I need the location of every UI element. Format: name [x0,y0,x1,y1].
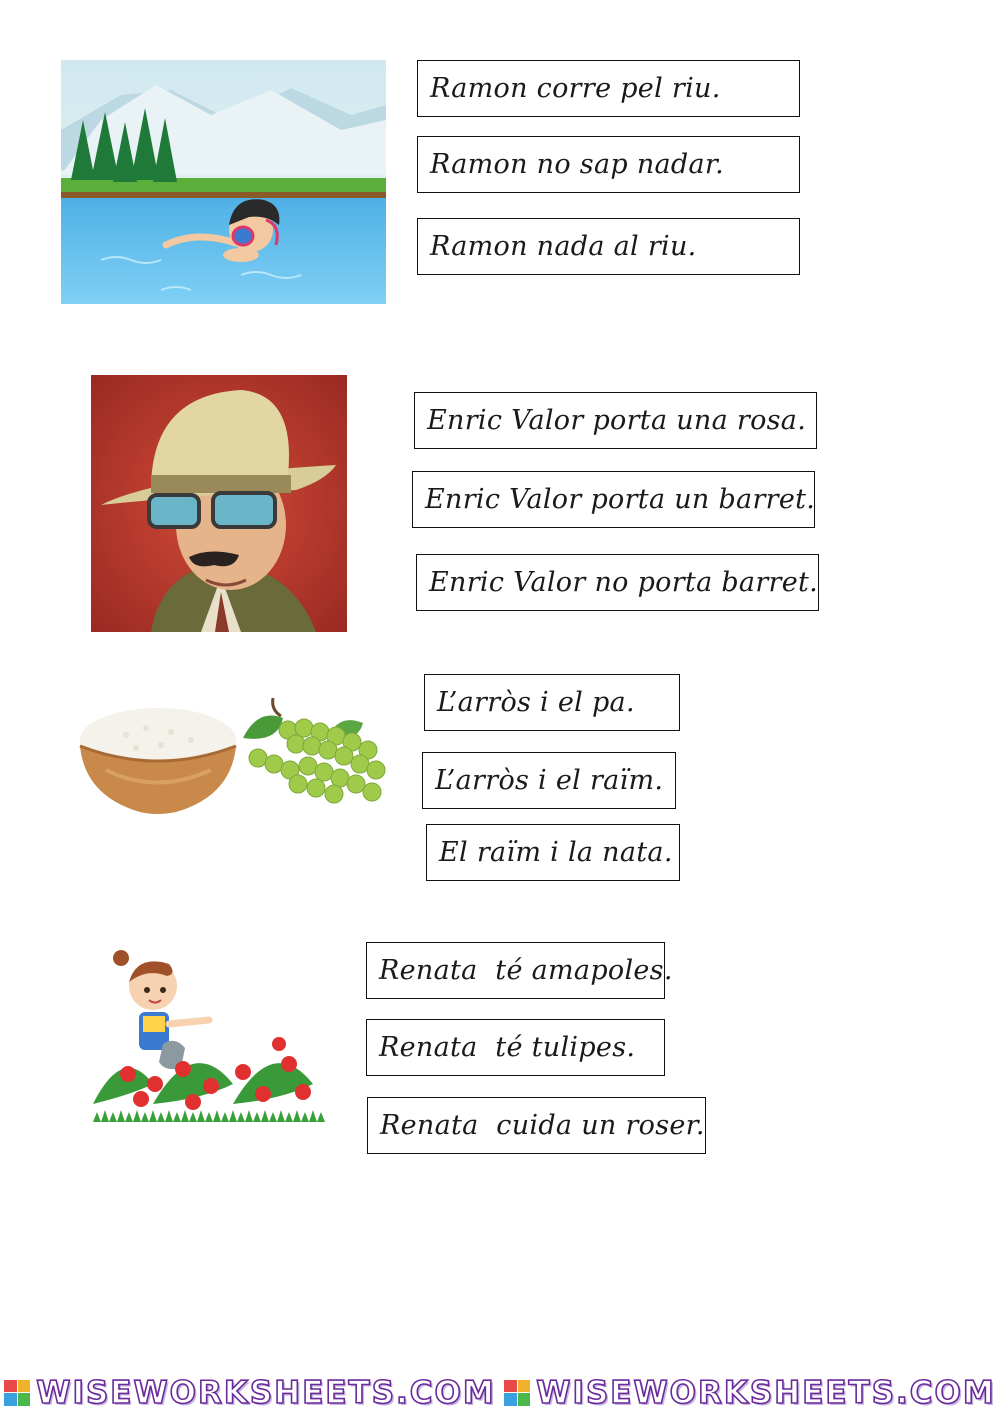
option-food-3[interactable]: El raïm i la nata. [426,824,680,881]
option-renata-2[interactable]: Renata té tulipes. [366,1019,665,1076]
logo-text: WISEWORKSHEETS.COM [36,1374,496,1411]
option-food-1[interactable]: L’arròs i el pa. [424,674,680,731]
option-renata-1[interactable]: Renata té amapoles. [366,942,665,999]
option-ramon-3[interactable]: Ramon nada al riu. [417,218,800,275]
boy-swimming-image [61,60,386,304]
wiseworksheets-logo-icon [504,1380,530,1406]
enric-valor-portrait-image [91,375,347,632]
rice-bowl-image [76,700,240,820]
option-food-2[interactable]: L’arròs i el raïm. [422,752,676,809]
wiseworksheets-logo-icon [4,1380,30,1406]
option-ramon-2[interactable]: Ramon no sap nadar. [417,136,800,193]
option-renata-3[interactable]: Renata cuida un roser. [367,1097,706,1154]
wiseworksheets-logo[interactable] [504,1375,996,1411]
logo-text: WISEWORKSHEETS.COM [536,1374,996,1411]
option-enric-1[interactable]: Enric Valor porta una rosa. [414,392,817,449]
girl-gardening-image [93,944,325,1124]
option-enric-3[interactable]: Enric Valor no porta barret. [416,554,819,611]
option-ramon-1[interactable]: Ramon corre pel riu. [417,60,800,117]
option-enric-2[interactable]: Enric Valor porta un barret. [412,471,815,528]
grapes-image [238,698,392,810]
footer-watermark [0,1372,1000,1413]
wiseworksheets-logo[interactable] [4,1375,496,1411]
